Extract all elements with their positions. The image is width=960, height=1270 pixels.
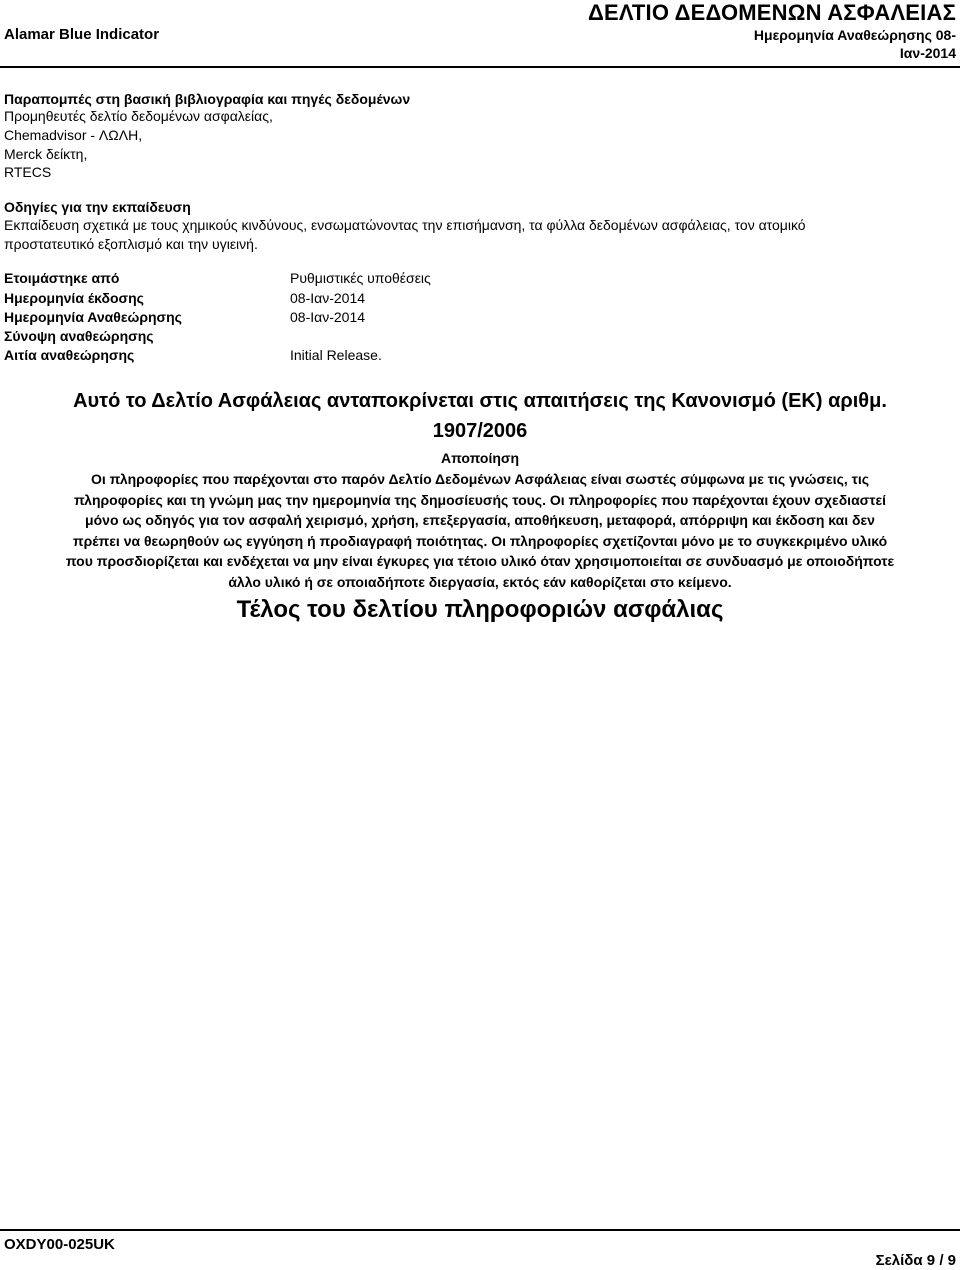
- document-code: OXDY00-025UK: [4, 1236, 115, 1253]
- page-current: 9: [926, 1252, 936, 1269]
- training-line: Εκπαίδευση σχετικά με τους χημικούς κινδύνους, ενσωματώνοντας την επισήμανση, τα φύλλα δεδομένων ασφάλειας, τον ατομικό: [4, 217, 806, 233]
- footer-divider: [0, 1229, 960, 1231]
- header-divider: [0, 66, 960, 68]
- disclaimer-line: που προσδιορίζεται και ενδέχεται να μην είναι έγκυρες για τέτοιο υλικό όταν χρησιμοποιείται σε συνδυασμό με οποιοδήποτε: [65, 553, 895, 569]
- references-line: RTECS: [4, 164, 52, 180]
- header-revision-value: 08-Ιαν-2014: [899, 27, 956, 61]
- disclaimer-heading: Αποποίηση: [440, 450, 520, 466]
- header-revision-date: [726, 26, 956, 62]
- header-revision-label: Ημερομηνία Αναθεώρησης: [753, 27, 932, 43]
- regulation-statement: [20, 386, 940, 446]
- disclaimer-line: Οι πληροφορίες που παρέχονται στο παρόν Δελτίο Δεδομένων Ασφάλειας είναι σωστές σύμφωνα με τις γνώσεις, τις: [90, 471, 870, 487]
- training-heading: Οδηγίες για την εκπαίδευση: [4, 199, 191, 215]
- page-separator: /: [939, 1252, 944, 1269]
- training-line: προστατευτικό εξοπλισμό και την υγιεινή.: [4, 236, 258, 252]
- references-heading: Παραπομπές στη βασική βιβλιογραφία και πηγές δεδομένων: [4, 91, 411, 107]
- references-line: Chemadvisor - ΛΩΛΗ,: [4, 127, 143, 143]
- references-line: Merck δείκτη,: [4, 146, 88, 162]
- revision-reason-label: Αιτία αναθεώρησης: [4, 347, 135, 363]
- disclaimer-line: άλλο υλικό ή σε οποιαδήποτε διεργασία, εκτός εάν καθορίζεται στο κείμενο.: [228, 573, 732, 590]
- regulation-number: 1907/2006: [432, 420, 528, 442]
- page-label: Σελίδα: [875, 1252, 923, 1269]
- revision-date-value: 08-Ιαν-2014: [290, 309, 366, 325]
- issue-date-value: 08-Ιαν-2014: [290, 290, 366, 306]
- disclaimer-line: πρέπει να θεωρηθούν ως εγγύηση ή προδιαγραφή ποιότητας. Οι πληροφορίες σχετίζονται μόνο με το συγκεκριμένο υλικό: [72, 532, 888, 549]
- document-title: ΔΕΛΤΙΟ ΔΕΔΟΜΕΝΩΝ ΑΣΦΑΛΕΙΑΣ: [587, 0, 956, 25]
- regulation-line: Αυτό το Δελτίο Ασφάλειας ανταποκρίνεται στις απαιτήσεις της Κανονισμό (ΕΚ) αριθμ.: [73, 390, 887, 412]
- disclaimer-line: πληροφορίες και τη γνώμη μας την ημερομηνία της δημοσίευσής τους. Οι πληροφορίες που παρέχονται έχουν σχεδιαστεί: [73, 491, 887, 508]
- references-line: Προμηθευτές δελτίο δεδομένων ασφαλείας,: [4, 108, 273, 124]
- disclaimer-body: [18, 469, 942, 592]
- prepared-by-value: Ρυθμιστικές υποθέσεις: [290, 270, 431, 286]
- prepared-by-label: Ετοιμάστηκε από: [4, 270, 120, 286]
- disclaimer-line: μόνο ως οδηγός για τον ασφαλή χειρισμό, χρήση, επεξεργασία, αποθήκευση, μεταφορά, απόρριψη και έκδοση και δεν: [85, 512, 875, 528]
- revision-summary-label: Σύνοψη αναθεώρησης: [4, 328, 154, 344]
- product-name: Alamar Blue Indicator: [4, 26, 160, 43]
- page-number: [876, 1252, 956, 1269]
- revision-date-label: Ημερομηνία Αναθεώρησης: [4, 309, 182, 325]
- end-of-document: Τέλος του δελτίου πληροφοριών ασφάλιας: [236, 596, 724, 623]
- page-total: 9: [947, 1252, 956, 1269]
- revision-reason-value: Initial Release.: [290, 347, 382, 363]
- issue-date-label: Ημερομηνία έκδοσης: [4, 290, 144, 306]
